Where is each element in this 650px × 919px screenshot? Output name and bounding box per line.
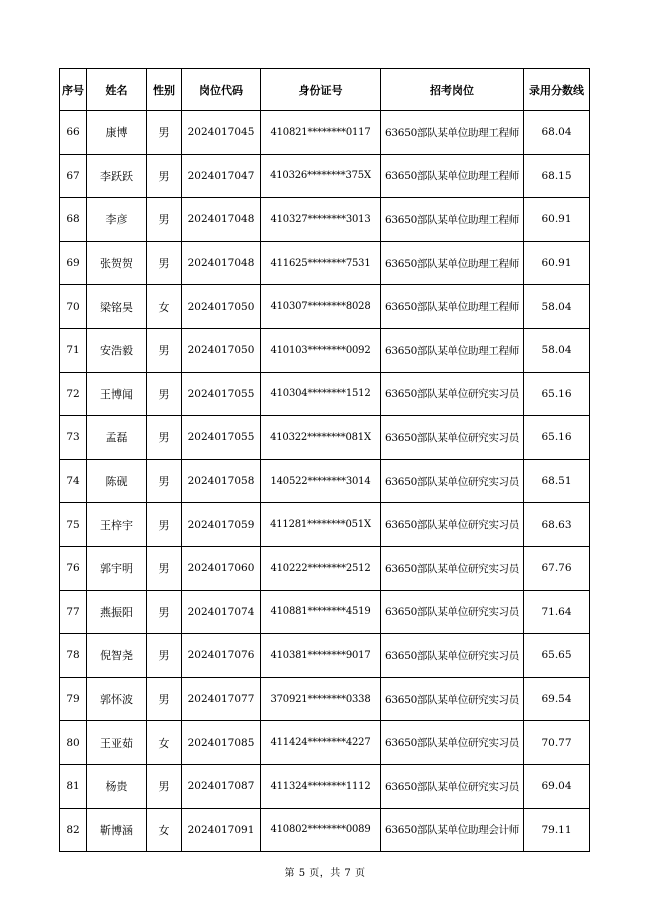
cell-no: 75 — [60, 503, 87, 547]
cell-no: 81 — [60, 764, 87, 808]
table-row — [60, 764, 590, 808]
cell-score: 68.15 — [524, 154, 590, 198]
cell-no: 66 — [60, 111, 87, 155]
cell-score: 69.04 — [524, 764, 590, 808]
cell-name: 王亚茹 — [87, 721, 147, 765]
cell-id: 411424********4227 — [261, 721, 381, 765]
cell-score: 60.91 — [524, 241, 590, 285]
cell-no: 77 — [60, 590, 87, 634]
cell-code: 2024017048 — [182, 241, 261, 285]
cell-score: 68.51 — [524, 459, 590, 503]
page-footer: 第 5 页，共 7 页 — [284, 868, 366, 879]
table-row — [60, 634, 590, 678]
cell-gender: 男 — [147, 241, 182, 285]
header-row — [60, 69, 590, 111]
cell-name: 康博 — [87, 111, 147, 155]
cell-gender: 男 — [147, 590, 182, 634]
cell-id: 410103********0092 — [261, 328, 381, 372]
cell-id: 410307********8028 — [261, 285, 381, 329]
cell-code: 2024017077 — [182, 677, 261, 721]
cell-code: 2024017045 — [182, 111, 261, 155]
cell-name: 安浩毅 — [87, 328, 147, 372]
cell-id: 411281********051X — [261, 503, 381, 547]
cell-post: 63650部队某单位助理工程师 — [381, 328, 524, 372]
results-table — [59, 68, 590, 852]
table-row — [60, 285, 590, 329]
cell-id: 370921********0338 — [261, 677, 381, 721]
cell-gender: 男 — [147, 677, 182, 721]
cell-score: 67.76 — [524, 546, 590, 590]
table-row — [60, 459, 590, 503]
table-row — [60, 416, 590, 460]
cell-code: 2024017076 — [182, 634, 261, 678]
cell-id: 410327********3013 — [261, 198, 381, 242]
cell-code: 2024017085 — [182, 721, 261, 765]
col-header-score: 录用分数线 — [524, 69, 590, 111]
cell-post: 63650部队某单位研究实习员 — [381, 677, 524, 721]
cell-id: 411625********7531 — [261, 241, 381, 285]
cell-post: 63650部队某单位研究实习员 — [381, 372, 524, 416]
cell-name: 倪智尧 — [87, 634, 147, 678]
cell-no: 67 — [60, 154, 87, 198]
cell-post: 63650部队某单位研究实习员 — [381, 590, 524, 634]
cell-no: 78 — [60, 634, 87, 678]
cell-code: 2024017074 — [182, 590, 261, 634]
cell-score: 70.77 — [524, 721, 590, 765]
results-sheet — [59, 68, 589, 852]
cell-score: 65.16 — [524, 372, 590, 416]
cell-no: 70 — [60, 285, 87, 329]
cell-code: 2024017091 — [182, 808, 261, 852]
cell-no: 76 — [60, 546, 87, 590]
cell-post: 63650部队某单位助理工程师 — [381, 198, 524, 242]
cell-gender: 男 — [147, 546, 182, 590]
cell-code: 2024017055 — [182, 416, 261, 460]
cell-code: 2024017048 — [182, 198, 261, 242]
cell-code: 2024017059 — [182, 503, 261, 547]
cell-no: 71 — [60, 328, 87, 372]
cell-gender: 男 — [147, 634, 182, 678]
cell-id: 410326********375X — [261, 154, 381, 198]
cell-no: 73 — [60, 416, 87, 460]
cell-gender: 男 — [147, 372, 182, 416]
cell-name: 燕振阳 — [87, 590, 147, 634]
cell-name: 梁铭昊 — [87, 285, 147, 329]
cell-post: 63650部队某单位助理工程师 — [381, 111, 524, 155]
cell-gender: 男 — [147, 328, 182, 372]
cell-code: 2024017060 — [182, 546, 261, 590]
cell-post: 63650部队某单位研究实习员 — [381, 459, 524, 503]
cell-name: 王博闻 — [87, 372, 147, 416]
cell-score: 68.04 — [524, 111, 590, 155]
cell-no: 69 — [60, 241, 87, 285]
cell-gender: 男 — [147, 503, 182, 547]
cell-name: 王梓宇 — [87, 503, 147, 547]
cell-no: 80 — [60, 721, 87, 765]
table-row — [60, 372, 590, 416]
cell-code: 2024017055 — [182, 372, 261, 416]
cell-score: 58.04 — [524, 285, 590, 329]
col-header-id: 身份证号 — [261, 69, 381, 111]
cell-id: 410821********0117 — [261, 111, 381, 155]
cell-name: 李跃跃 — [87, 154, 147, 198]
cell-score: 71.64 — [524, 590, 590, 634]
col-header-code: 岗位代码 — [182, 69, 261, 111]
cell-score: 65.65 — [524, 634, 590, 678]
cell-name: 李彦 — [87, 198, 147, 242]
table-row — [60, 590, 590, 634]
table-row — [60, 154, 590, 198]
cell-gender: 男 — [147, 198, 182, 242]
cell-id: 140522********3014 — [261, 459, 381, 503]
cell-score: 69.54 — [524, 677, 590, 721]
table-row — [60, 808, 590, 852]
cell-gender: 男 — [147, 764, 182, 808]
cell-code: 2024017047 — [182, 154, 261, 198]
cell-id: 410381********9017 — [261, 634, 381, 678]
cell-no: 82 — [60, 808, 87, 852]
cell-gender: 男 — [147, 154, 182, 198]
cell-name: 孟磊 — [87, 416, 147, 460]
col-header-gender: 性别 — [147, 69, 182, 111]
cell-code: 2024017058 — [182, 459, 261, 503]
table-row — [60, 677, 590, 721]
cell-id: 410304********1512 — [261, 372, 381, 416]
cell-score: 60.91 — [524, 198, 590, 242]
col-header-no: 序号 — [60, 69, 87, 111]
cell-post: 63650部队某单位研究实习员 — [381, 546, 524, 590]
cell-code: 2024017050 — [182, 285, 261, 329]
col-header-name: 姓名 — [87, 69, 147, 111]
cell-post: 63650部队某单位助理工程师 — [381, 241, 524, 285]
table-row — [60, 546, 590, 590]
cell-no: 72 — [60, 372, 87, 416]
table-row — [60, 721, 590, 765]
cell-no: 68 — [60, 198, 87, 242]
cell-id: 410222********2512 — [261, 546, 381, 590]
cell-post: 63650部队某单位助理工程师 — [381, 154, 524, 198]
cell-gender: 男 — [147, 416, 182, 460]
cell-gender: 女 — [147, 285, 182, 329]
cell-post: 63650部队某单位研究实习员 — [381, 503, 524, 547]
table-row — [60, 198, 590, 242]
table-row — [60, 328, 590, 372]
cell-id: 410802********0089 — [261, 808, 381, 852]
cell-id: 411324********1112 — [261, 764, 381, 808]
cell-name: 陈砚 — [87, 459, 147, 503]
cell-gender: 男 — [147, 111, 182, 155]
cell-post: 63650部队某单位研究实习员 — [381, 721, 524, 765]
cell-score: 65.16 — [524, 416, 590, 460]
table-row — [60, 503, 590, 547]
cell-post: 63650部队某单位助理会计师 — [381, 808, 524, 852]
cell-name: 杨贵 — [87, 764, 147, 808]
table-row — [60, 241, 590, 285]
table-body — [60, 111, 590, 852]
cell-gender: 女 — [147, 721, 182, 765]
col-header-post: 招考岗位 — [381, 69, 524, 111]
cell-score: 79.11 — [524, 808, 590, 852]
table-row — [60, 111, 590, 155]
cell-post: 63650部队某单位研究实习员 — [381, 634, 524, 678]
cell-name: 郭宇明 — [87, 546, 147, 590]
cell-post: 63650部队某单位研究实习员 — [381, 764, 524, 808]
cell-code: 2024017050 — [182, 328, 261, 372]
cell-id: 410322********081X — [261, 416, 381, 460]
cell-name: 靳博涵 — [87, 808, 147, 852]
cell-post: 63650部队某单位助理工程师 — [381, 285, 524, 329]
cell-gender: 男 — [147, 459, 182, 503]
cell-name: 张贺贺 — [87, 241, 147, 285]
cell-score: 58.04 — [524, 328, 590, 372]
cell-name: 郭怀波 — [87, 677, 147, 721]
cell-no: 79 — [60, 677, 87, 721]
cell-post: 63650部队某单位研究实习员 — [381, 416, 524, 460]
cell-id: 410881********4519 — [261, 590, 381, 634]
cell-code: 2024017087 — [182, 764, 261, 808]
cell-no: 74 — [60, 459, 87, 503]
cell-gender: 女 — [147, 808, 182, 852]
cell-score: 68.63 — [524, 503, 590, 547]
